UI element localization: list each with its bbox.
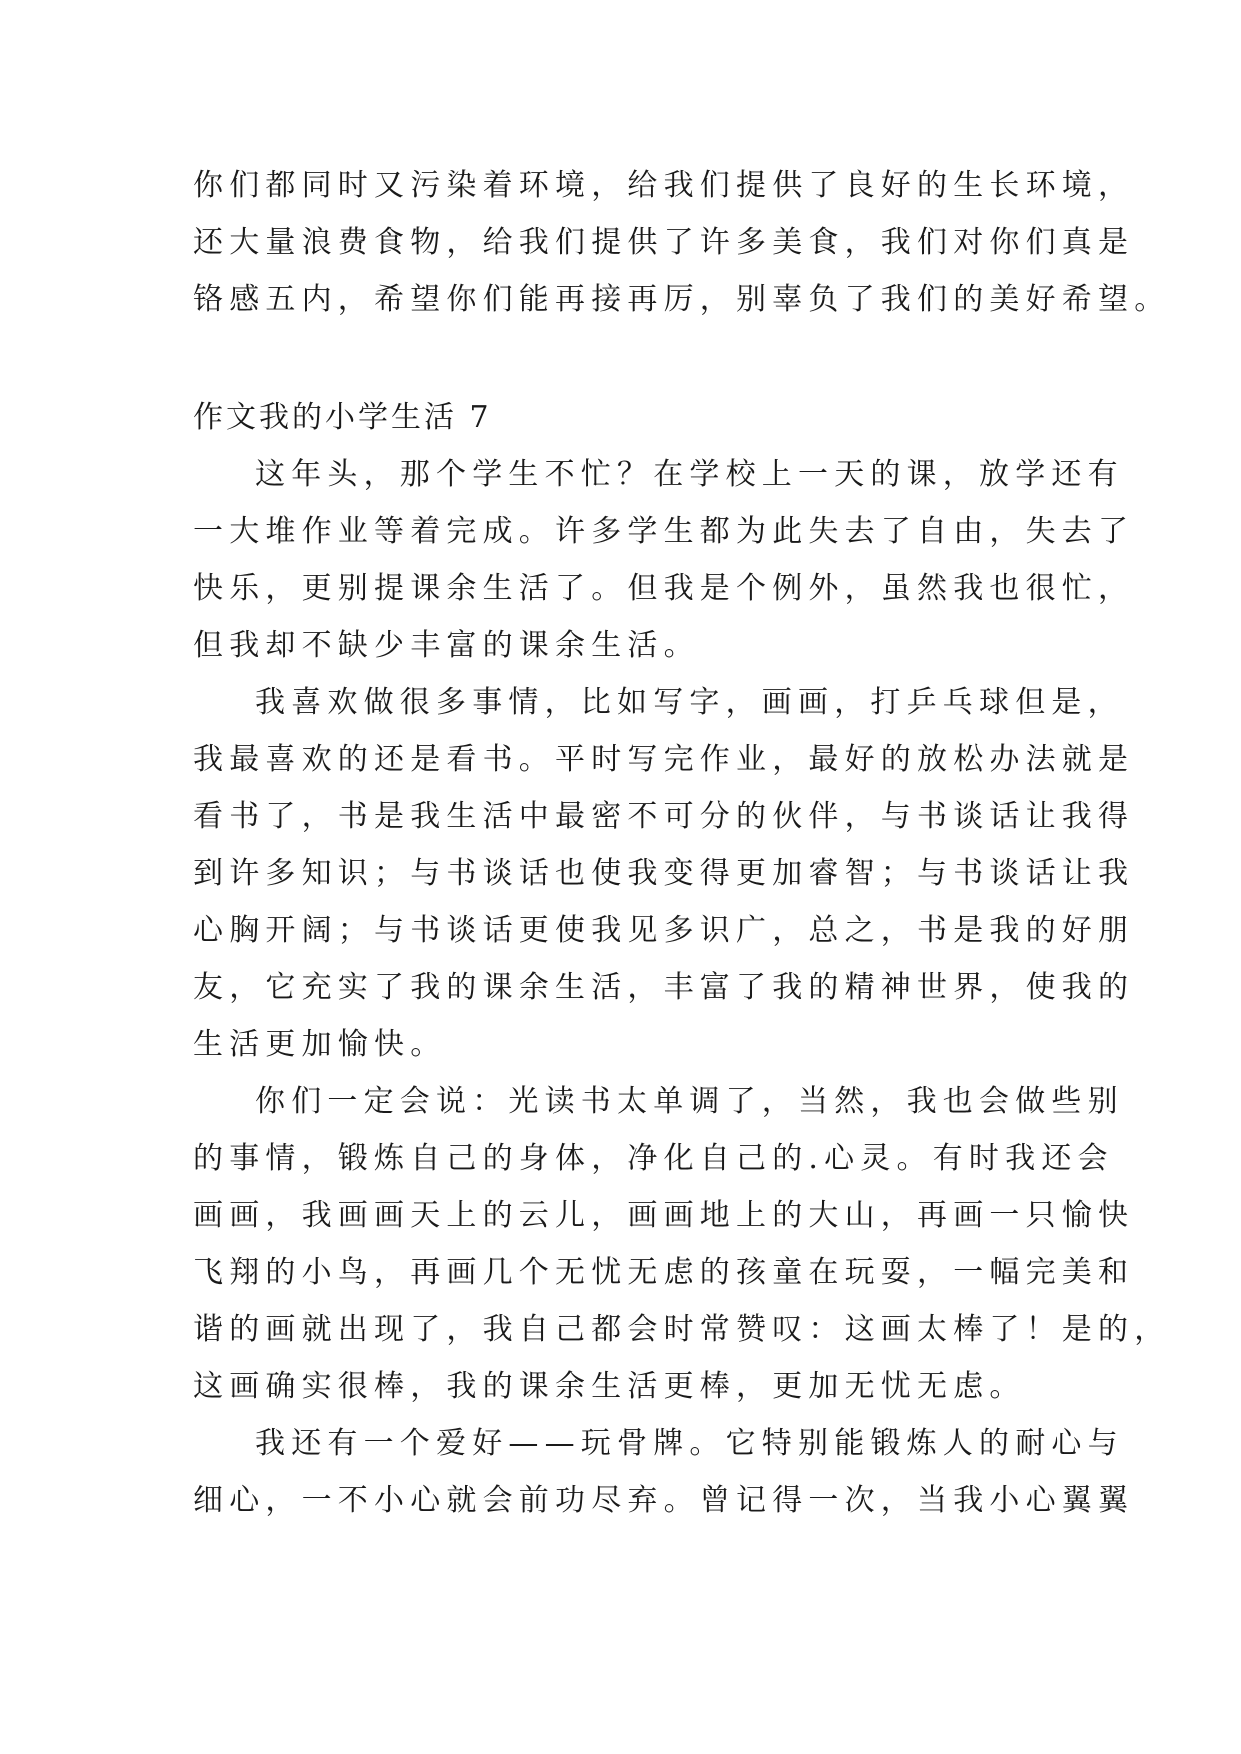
text-line: 到许多知识；与书谈话也使我变得更加睿智；与书谈话让我: [193, 856, 1135, 891]
text-line: 谐的画就出现了，我自己都会时常赞叹：这画太棒了！是的，: [193, 1312, 1171, 1347]
text-line: 看书了，书是我生活中最密不可分的伙伴，与书谈话让我得: [193, 799, 1135, 834]
text-line: 画画，我画画天上的云儿，画画地上的大山，再画一只愉快: [193, 1198, 1135, 1233]
text-line: 快乐，更别提课余生活了。但我是个例外，虽然我也很忙，: [193, 571, 1135, 606]
text-line: 这画确实很棒，我的课余生活更棒，更加无忧无虑。: [193, 1369, 1026, 1404]
text-line: 你们都同时又污染着环境，给我们提供了良好的生长环境，: [193, 168, 1135, 203]
text-line: 友，它充实了我的课余生活，丰富了我的精神世界，使我的: [193, 970, 1135, 1005]
text-line: 还大量浪费食物，给我们提供了许多美食，我们对你们真是: [193, 225, 1135, 260]
text-line: 细心，一不小心就会前功尽弃。曾记得一次，当我小心翼翼: [193, 1483, 1135, 1518]
text-line: 我还有一个爱好——玩骨牌。它特别能锻炼人的耐心与: [255, 1426, 1124, 1461]
text-line: 这年头，那个学生不忙？在学校上一天的课，放学还有: [255, 457, 1124, 492]
text-line: 我最喜欢的还是看书。平时写完作业，最好的放松办法就是: [193, 742, 1135, 777]
text-line: 但我却不缺少丰富的课余生活。: [193, 628, 700, 663]
text-line: 飞翔的小鸟，再画几个无忧无虑的孩童在玩耍，一幅完美和: [193, 1255, 1135, 1290]
text-line: 心胸开阔；与书谈话更使我见多识广，总之，书是我的好朋: [193, 913, 1135, 948]
text-line: 铬感五内，希望你们能再接再厉，别辜负了我们的美好希望。: [193, 282, 1171, 317]
section-heading: 作文我的小学生活 7: [193, 400, 492, 435]
text-line: 生活更加愉快。: [193, 1027, 447, 1062]
text-line: 的事情，锻炼自己的身体，净化自己的.心灵。有时我还会: [193, 1141, 1114, 1176]
text-line: 你们一定会说：光读书太单调了，当然，我也会做些别: [255, 1084, 1124, 1119]
text-line: 我喜欢做很多事情，比如写字，画画，打乒乓球但是，: [255, 685, 1124, 720]
text-line: 一大堆作业等着完成。许多学生都为此失去了自由，失去了: [193, 514, 1135, 549]
